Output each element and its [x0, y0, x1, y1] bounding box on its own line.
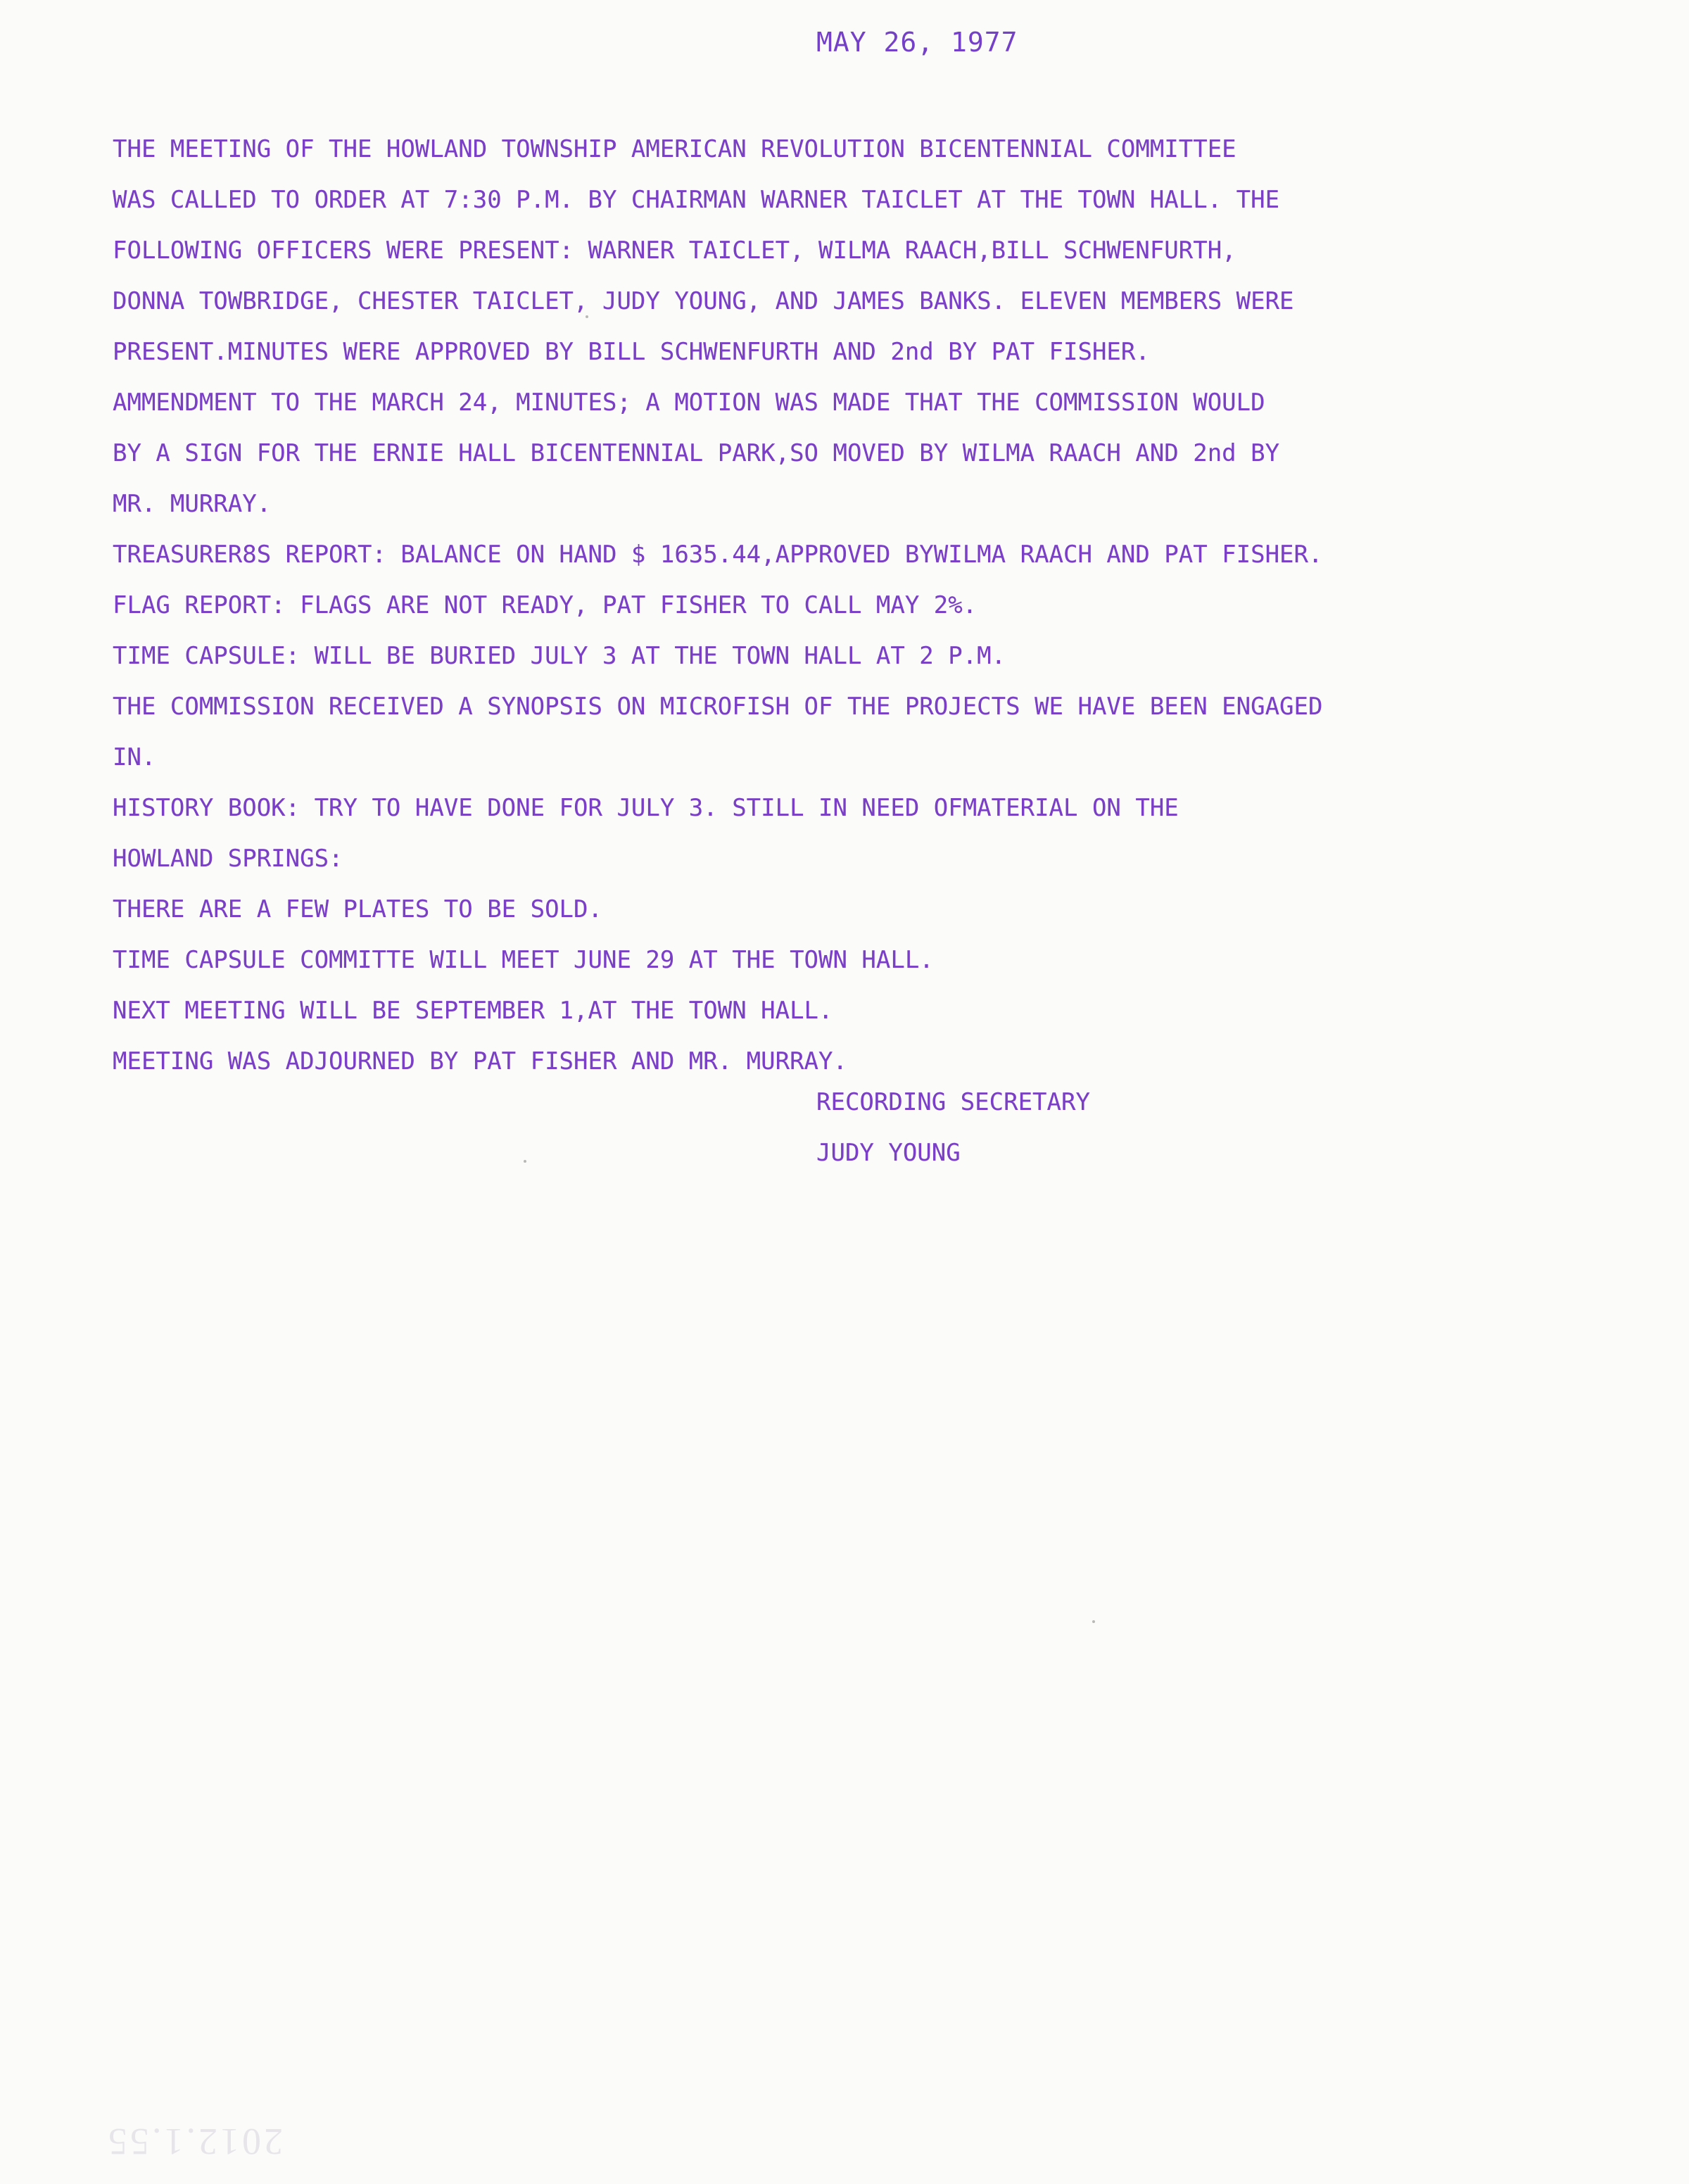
minutes-line: FLAG REPORT: FLAGS ARE NOT READY, PAT FISHER TO CALL MAY 2%.: [113, 591, 978, 619]
minutes-line: THERE ARE A FEW PLATES TO BE SOLD.: [113, 895, 602, 923]
paper-speck: [524, 1160, 526, 1163]
minutes-line: NEXT MEETING WILL BE SEPTEMBER 1,AT THE TOWN HALL.: [113, 997, 833, 1025]
minutes-line: FOLLOWING OFFICERS WERE PRESENT: WARNER TAICLET, WILMA RAACH,BILL SCHWENFURTH,: [113, 236, 1236, 265]
minutes-line: HOWLAND SPRINGS:: [113, 845, 343, 873]
minutes-line: HISTORY BOOK: TRY TO HAVE DONE FOR JULY 3. STILL IN NEED OFMATERIAL ON THE: [113, 794, 1179, 822]
minutes-line: THE MEETING OF THE HOWLAND TOWNSHIP AMERICAN REVOLUTION BICENTENNIAL COMMITTEE: [113, 135, 1236, 163]
minutes-line: DONNA TOWBRIDGE, CHESTER TAICLET, JUDY YOUNG, AND JAMES BANKS. ELEVEN MEMBERS WERE: [113, 287, 1294, 315]
minutes-line: BY A SIGN FOR THE ERNIE HALL BICENTENNIAL PARK,SO MOVED BY WILMA RAACH AND 2nd BY: [113, 439, 1280, 467]
paper-speck: [586, 315, 588, 318]
signature-name: JUDY YOUNG: [816, 1139, 961, 1167]
minutes-line: PRESENT.MINUTES WERE APPROVED BY BILL SCHWENFURTH AND 2nd BY PAT FISHER.: [113, 338, 1150, 366]
signature-block: [816, 1077, 1090, 1178]
minutes-line: WAS CALLED TO ORDER AT 7:30 P.M. BY CHAIRMAN WARNER TAICLET AT THE TOWN HALL. THE: [113, 186, 1280, 214]
paper-speck: [1092, 1620, 1095, 1623]
minutes-line: AMMENDMENT TO THE MARCH 24, MINUTES; A MOTION WAS MADE THAT THE COMMISSION WOULD: [113, 389, 1265, 417]
meeting-date: MAY 26, 1977: [816, 27, 1018, 58]
minutes-line: THE COMMISSION RECEIVED A SYNOPSIS ON MICROFISH OF THE PROJECTS WE HAVE BEEN ENGAGED: [113, 693, 1323, 721]
minutes-line: IN.: [113, 743, 156, 771]
minutes-line: MR. MURRAY.: [113, 490, 272, 518]
minutes-line: TIME CAPSULE: WILL BE BURIED JULY 3 AT THE TOWN HALL AT 2 P.M.: [113, 642, 1006, 670]
minutes-line: TREASURER8S REPORT: BALANCE ON HAND $ 1635.44,APPROVED BYWILMA RAACH AND PAT FISHER.: [113, 541, 1323, 569]
signature-title: RECORDING SECRETARY: [816, 1088, 1090, 1116]
minutes-line: MEETING WAS ADJOURNED BY PAT FISHER AND MR. MURRAY.: [113, 1047, 847, 1075]
minutes-line: TIME CAPSULE COMMITTE WILL MEET JUNE 29 AT THE TOWN HALL.: [113, 946, 934, 974]
minutes-body: [113, 124, 1576, 1087]
catalog-number-mark: 2012.1.55: [106, 2121, 283, 2163]
